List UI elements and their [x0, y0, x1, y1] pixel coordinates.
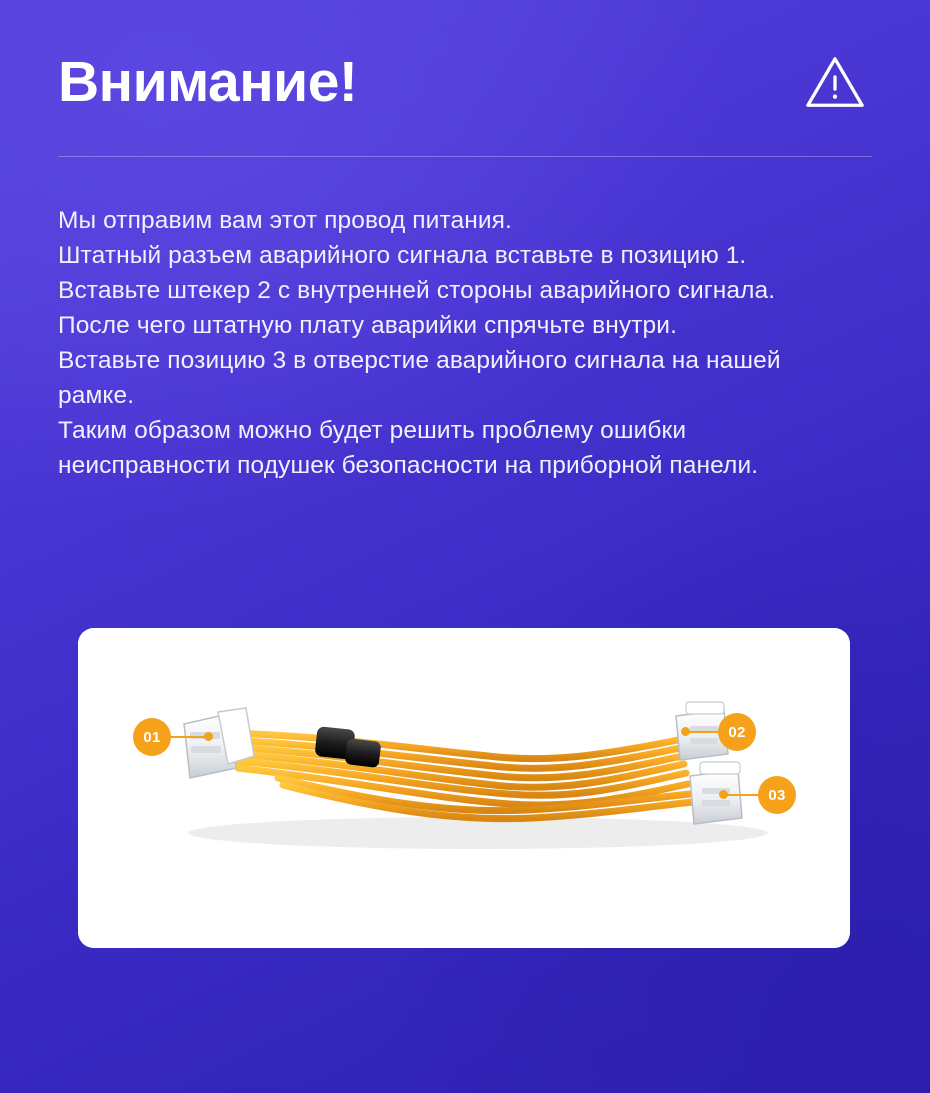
- callout-leader-2: [688, 731, 720, 733]
- figure-card: [78, 628, 850, 948]
- instruction-line-2: Штатный разъем аварийного сигнала вставьте в позицию 1.: [58, 242, 747, 269]
- instruction-line-3: Вставьте штекер 2 с внутренней стороны аварийного сигнала. После чего штатную плату аварийки спрячьте внутри.: [58, 277, 776, 339]
- instruction-line-4: Вставьте позицию 3 в отверстие аварийного сигнала на нашей рамке.: [58, 347, 781, 409]
- instruction-line-5: Таким образом можно будет решить проблему ошибки неисправности подушек безопасности на приборной панели.: [58, 417, 759, 479]
- callout-dot-2: [681, 727, 690, 736]
- callout-dot-1: [204, 732, 213, 741]
- page-title: Внимание!: [58, 50, 358, 115]
- warning-triangle-icon: [804, 52, 866, 114]
- callout-badge-02: 02: [718, 713, 756, 751]
- instructions-text: [58, 203, 848, 483]
- instruction-line-1: Мы отправим вам этот провод питания.: [58, 207, 512, 234]
- callout-badge-01: 01: [133, 718, 171, 756]
- callout-dot-3: [719, 790, 728, 799]
- callout-badge-03: 03: [758, 776, 796, 814]
- wiring-harness-photo: [78, 628, 850, 948]
- callout-leader-1: [171, 736, 207, 738]
- callout-leader-3: [726, 794, 760, 796]
- header-divider: [58, 156, 872, 157]
- page-header: [58, 0, 872, 114]
